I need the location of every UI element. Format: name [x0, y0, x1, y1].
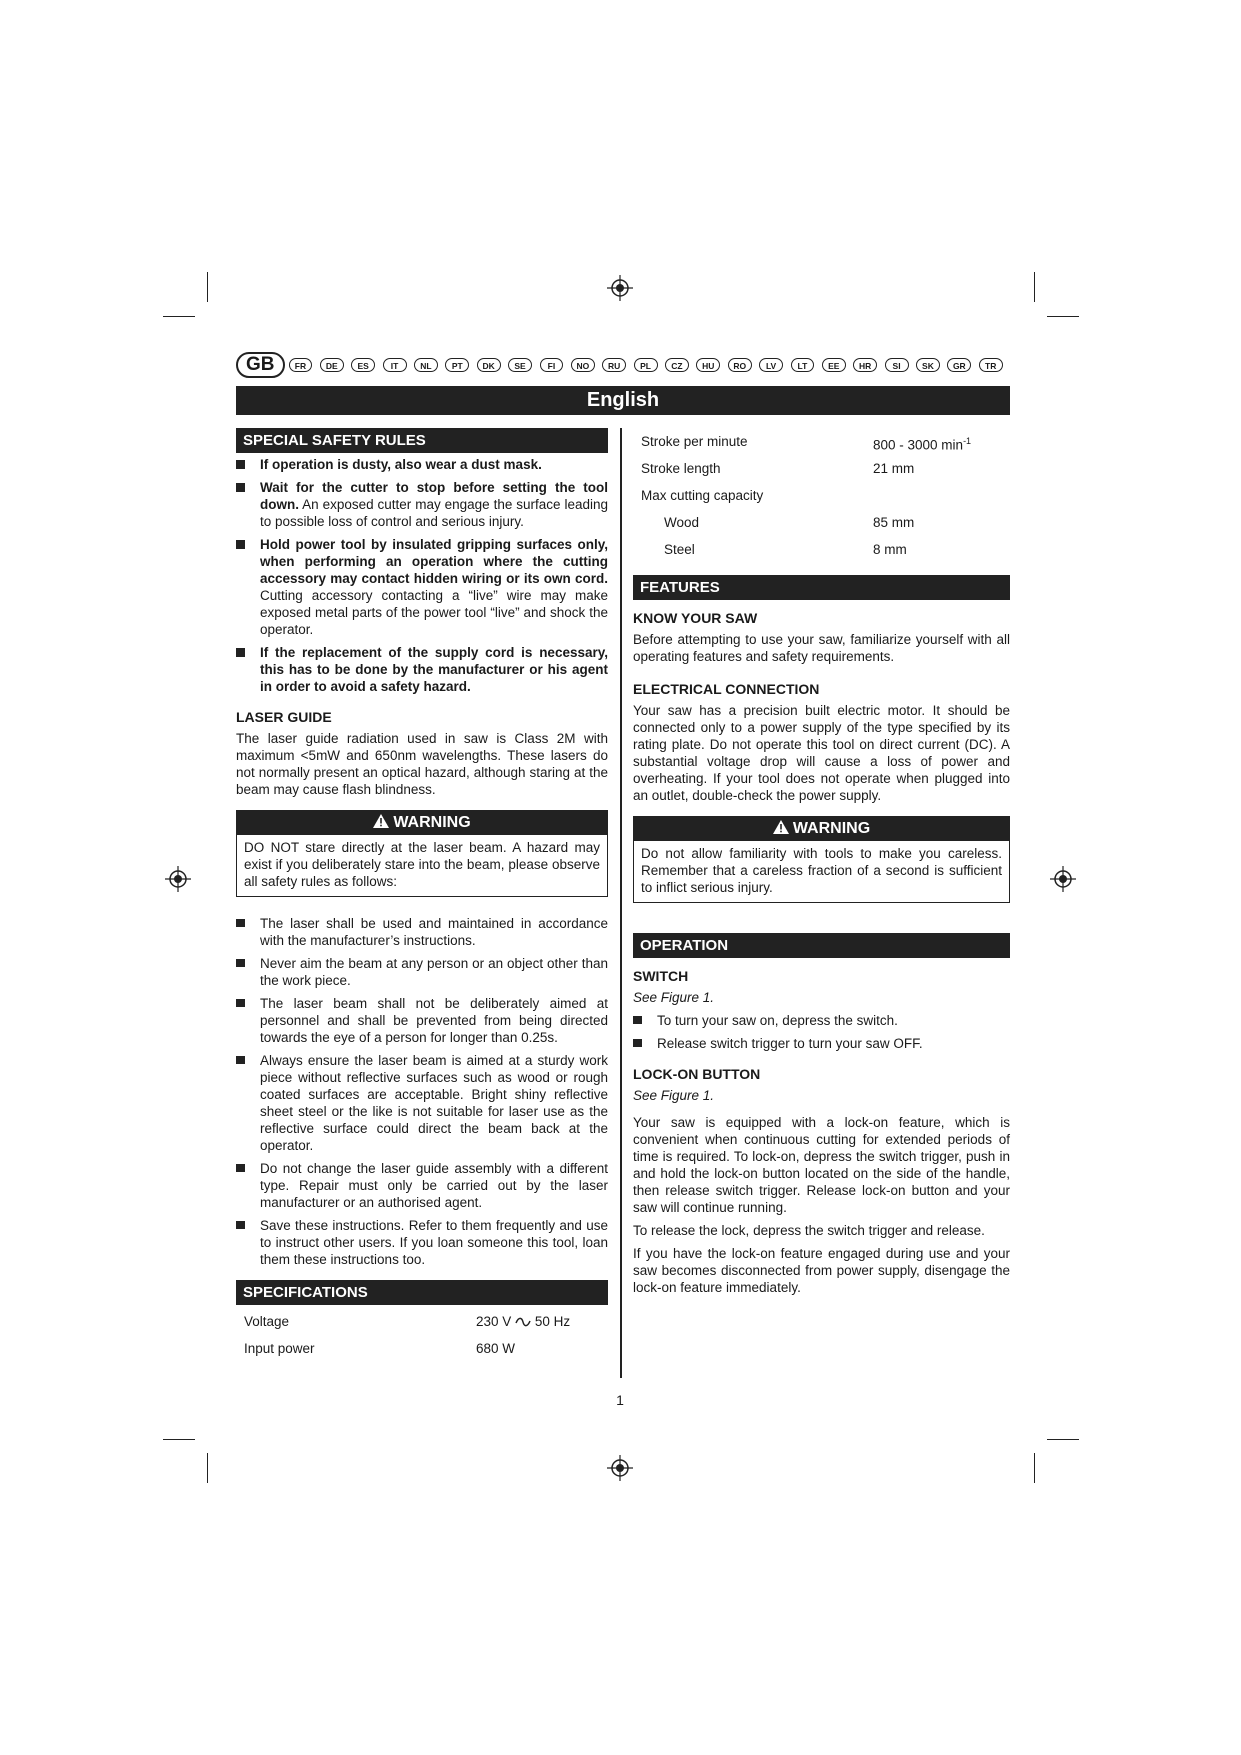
lang-code: EE: [822, 358, 846, 372]
list-item: The laser shall be used and maintained in accordance with the manufacturer’s instructions.: [236, 915, 608, 949]
spec-row: Stroke per minute 800 - 3000 $\min^{-1}$: [641, 434, 972, 453]
laser-rules-list: [236, 915, 608, 1268]
lang-code: SK: [916, 358, 940, 372]
lang-code: ES: [351, 358, 375, 372]
warning-heading: WARNING: [237, 811, 607, 835]
crop-mark: [207, 272, 208, 302]
registration-mark-icon: [607, 1455, 633, 1481]
right-column: [633, 428, 1010, 1302]
crop-mark: [1034, 1453, 1035, 1483]
crop-mark: [1047, 316, 1079, 317]
list-item: Always ensure the laser beam is aimed at a sturdy work piece without reflective surfaces such as wood or rough coated surfaces are acceptable. Bright shiny reflective sheet steel or the like is not suitable for laser use as the reflective surface could direct the beam back at the operator.: [236, 1052, 608, 1154]
know-your-saw-heading: KNOW YOUR SAW: [633, 610, 758, 626]
list-item: If the replacement of the supply cord is necessary, this has to be done by the manufacturer or his agent in order to avoid a safety hazard.: [236, 644, 608, 695]
lang-code: HU: [696, 358, 720, 372]
lang-code: PL: [634, 358, 658, 372]
lang-code: CZ: [665, 358, 689, 372]
list-item: Release switch trigger to turn your saw OFF.: [633, 1035, 1010, 1052]
warning-box: [236, 810, 608, 897]
registration-mark-icon: [1050, 866, 1076, 892]
electrical-connection-text: Your saw has a precision built electric motor. It should be connected only to a power supply of the type specified by its rating plate. Do not operate this tool on direct current (DC). A substantial voltage drop will cause a loss of power and overheating. If your tool does not operate when plugged into an outlet, double-check the power supply.: [633, 703, 1010, 803]
lang-code: FI: [540, 358, 564, 372]
spec-row: Voltage 230 V 50 Hz: [244, 1314, 571, 1329]
lang-code: HR: [853, 358, 877, 372]
registration-mark-icon: [607, 275, 633, 301]
list-item: Do not change the laser guide assembly with a different type. Repair must only be carried out by the laser manufacturer or an authorised agent.: [236, 1160, 608, 1211]
warning-heading: WARNING: [634, 817, 1009, 841]
warning-icon: [373, 814, 389, 828]
switch-list: [633, 1012, 1010, 1052]
section-heading-operation: OPERATION: [633, 933, 1010, 958]
lang-code: GR: [947, 358, 971, 372]
list-item: The laser beam shall not be deliberately aimed at personnel and shall be prevented from being directed towards the eye of a person for longer than 0.25s.: [236, 995, 608, 1046]
spec-row: Wood 85 mm: [664, 515, 915, 530]
laser-guide-heading: LASER GUIDE: [236, 709, 332, 725]
safety-list: [236, 456, 608, 695]
spec-row: Steel 8 mm: [664, 542, 907, 557]
registration-mark-icon: [165, 866, 191, 892]
laser-guide-text: The laser guide radiation used in saw is Class 2M with maximum <5mW and 650nm wavelengths. These lasers do not normally present an optical hazard, although staring at the beam may cause flash blindness.: [236, 731, 608, 797]
lang-code: RO: [728, 358, 752, 372]
crop-mark: [163, 316, 195, 317]
section-heading-specifications: SPECIFICATIONS: [236, 1280, 608, 1305]
electrical-connection-heading: ELECTRICAL CONNECTION: [633, 681, 820, 697]
crop-mark: [207, 1453, 208, 1483]
lock-on-text: If you have the lock-on feature engaged during use and your saw becomes disconnected from power supply, disengage the lock-on feature immediately.: [633, 1246, 1010, 1295]
lock-on-text: Your saw is equipped with a lock-on feature, which is convenient when continuous cutting for extended periods of time is required. To lock-on, depress the switch trigger, push in and hold the lock-on button located on the side of the handle, then release switch trigger. Release lock-on button and your saw will continue running.: [633, 1115, 1010, 1215]
lang-code: NL: [414, 358, 438, 372]
lang-code: DE: [320, 358, 344, 372]
lang-code: IT: [383, 358, 407, 372]
lang-code: PT: [445, 358, 469, 372]
know-your-saw-text: Before attempting to use your saw, familiarize yourself with all operating features and safety requirements.: [633, 632, 1010, 664]
list-item: If operation is dusty, also wear a dust mask.: [236, 456, 608, 473]
list-item: Save these instructions. Refer to them frequently and use to instruct other users. If you loan someone this tool, loan them these instructions too.: [236, 1217, 608, 1268]
warning-text: DO NOT stare directly at the laser beam. A hazard may exist if you deliberately stare into the beam, please observe all safety rules as follows:: [244, 840, 600, 889]
ac-symbol-icon: [515, 1317, 531, 1327]
list-item: To turn your saw on, depress the switch.: [633, 1012, 1010, 1029]
warning-text: Do not allow familiarity with tools to make you careless. Remember that a careless fraction of a second is sufficient to inflict serious injury.: [641, 846, 1002, 895]
section-heading-features: FEATURES: [633, 575, 1010, 600]
figure-reference: See Figure 1.: [633, 1088, 715, 1103]
lang-code: TR: [979, 358, 1003, 372]
section-heading-safety: SPECIAL SAFETY RULES: [236, 428, 608, 453]
lock-on-heading: LOCK-ON BUTTON: [633, 1066, 761, 1082]
list-item: Hold power tool by insulated gripping surfaces only, when performing an operation where the cutting accessory may contact hidden wiring or its own cord. Cutting accessory contacting a “live” wire may make exposed metal parts of the power tool “live” and shock the operator.: [236, 536, 608, 638]
crop-mark: [163, 1439, 195, 1440]
page-number: 1: [616, 1392, 624, 1408]
lang-code: LT: [791, 358, 815, 372]
warning-box: [633, 816, 1010, 903]
switch-heading: SWITCH: [633, 968, 689, 984]
list-item: Never aim the beam at any person or an object other than the work piece.: [236, 955, 608, 989]
spec-row: Input power 680 W: [244, 1341, 516, 1356]
lang-code: DK: [477, 358, 501, 372]
lock-on-text: To release the lock, depress the switch trigger and release.: [633, 1223, 985, 1238]
language-bar: [236, 353, 1010, 377]
lang-code: SE: [508, 358, 532, 372]
lang-code: NO: [571, 358, 595, 372]
crop-mark: [1047, 1439, 1079, 1440]
left-column: [236, 428, 608, 1362]
lang-active: GB: [236, 352, 285, 378]
spec-row: Max cutting capacity: [641, 488, 764, 503]
lang-code: LV: [759, 358, 783, 372]
lang-code: SI: [885, 358, 909, 372]
page-title: English: [236, 386, 1010, 415]
spec-row: Stroke length 21 mm: [641, 461, 915, 476]
column-divider: [620, 428, 622, 1378]
lang-code: RU: [602, 358, 626, 372]
lang-code: FR: [289, 358, 313, 372]
crop-mark: [1034, 272, 1035, 302]
warning-icon: [773, 820, 789, 834]
list-item: Wait for the cutter to stop before setting the tool down. An exposed cutter may engage the surface leading to possible loss of control and serious injury.: [236, 479, 608, 530]
figure-reference: See Figure 1.: [633, 990, 715, 1005]
